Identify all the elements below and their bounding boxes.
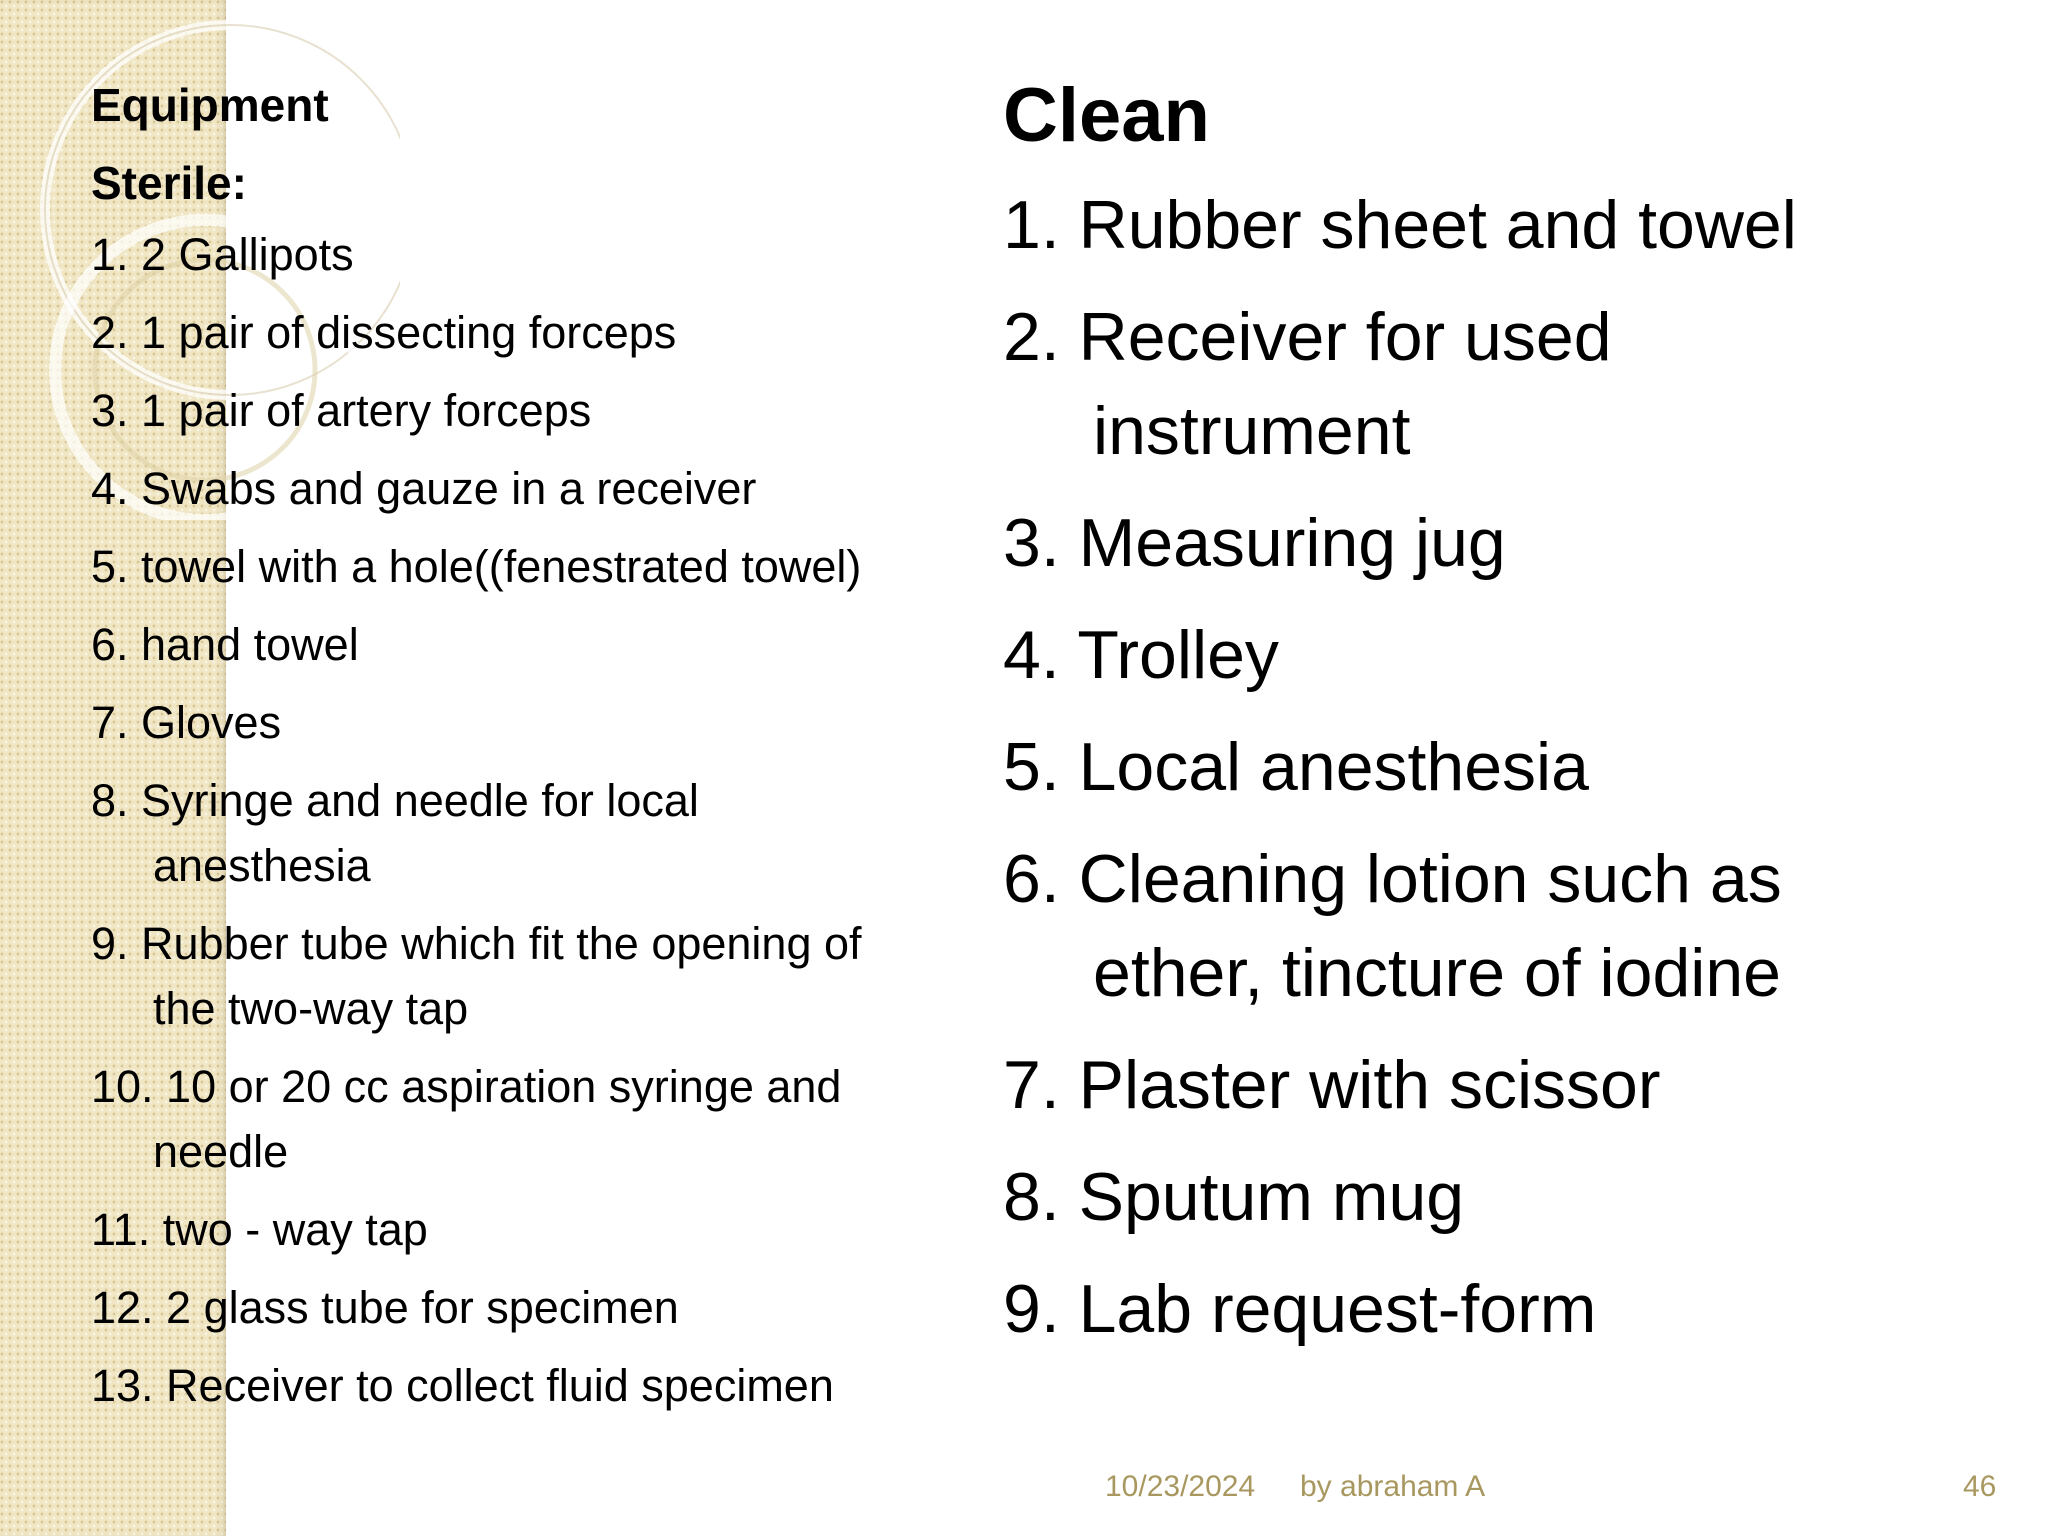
list-item-text: 2. 1 pair of dissecting forceps (91, 307, 677, 358)
equipment-heading: Equipment (91, 79, 329, 131)
sterile-heading: Sterile: (91, 157, 247, 209)
list-item (91, 1353, 991, 1418)
list-item-continuation: needle (153, 1126, 289, 1177)
list-item-text: 7. Gloves (91, 697, 282, 748)
list-item (91, 300, 991, 365)
list-item (91, 1275, 991, 1340)
list-item-text: 1. Rubber sheet and towel (1003, 187, 1797, 263)
clean-heading: Clean (1003, 73, 1210, 158)
list-item (91, 911, 991, 1041)
list-item-text: 13. Receiver to collect fluid specimen (91, 1360, 834, 1411)
list-item-text: 9. Lab request-form (1003, 1271, 1597, 1347)
list-item (91, 612, 991, 677)
list-item-text: 4. Swabs and gauze in a receiver (91, 463, 757, 514)
list-item-continuation: ether, tincture of iodine (1093, 935, 1782, 1011)
footer-date: 10/23/2024 (1105, 1470, 1256, 1503)
list-item-text: 7. Plaster with scissor (1003, 1047, 1661, 1123)
list-item-text: 2. Receiver for used (1003, 299, 1612, 375)
list-item-text: 3. Measuring jug (1003, 505, 1506, 581)
sterile-list (91, 222, 991, 1418)
list-item-text: 8. Sputum mug (1003, 1159, 1465, 1235)
clean-list (1003, 178, 2003, 1356)
list-item (91, 222, 991, 287)
list-item-text: 5. Local anesthesia (1003, 729, 1589, 805)
list-item (1003, 720, 2003, 814)
list-item (1003, 496, 2003, 590)
list-item-continuation: instrument (1093, 393, 1411, 469)
page-number: 46 (1963, 1470, 1997, 1503)
list-item-text: 1. 2 Gallipots (91, 229, 354, 280)
footer-author: by abraham A (1300, 1470, 1486, 1503)
list-item (91, 1197, 991, 1262)
list-item (1003, 1150, 2003, 1244)
list-item (1003, 178, 2003, 272)
list-item (91, 378, 991, 443)
list-item (1003, 290, 2003, 478)
list-item-text: 8. Syringe and needle for local (91, 775, 699, 826)
list-item-continuation: anesthesia (153, 840, 371, 891)
list-item (91, 456, 991, 521)
list-item (1003, 1262, 2003, 1356)
list-item (1003, 832, 2003, 1020)
list-item-text: 9. Rubber tube which fit the opening of (91, 918, 862, 969)
list-item-text: 3. 1 pair of artery forceps (91, 385, 592, 436)
list-item (91, 690, 991, 755)
sterile-equipment-column (91, 66, 991, 1431)
list-item-text: 10. 10 or 20 cc aspiration syringe and (91, 1061, 842, 1112)
clean-equipment-column (1003, 66, 2003, 1374)
list-item (1003, 608, 2003, 702)
list-item-text: 12. 2 glass tube for specimen (91, 1282, 679, 1333)
list-item-text: 4. Trolley (1003, 617, 1279, 693)
list-item (91, 534, 991, 599)
list-item (91, 1054, 991, 1184)
list-item (1003, 1038, 2003, 1132)
list-item-text: 6. Cleaning lotion such as (1003, 841, 1782, 917)
list-item-continuation: the two-way tap (153, 983, 469, 1034)
list-item (91, 768, 991, 898)
list-item-text: 6. hand towel (91, 619, 359, 670)
list-item-text: 11. two - way tap (91, 1204, 428, 1255)
list-item-text: 5. towel with a hole((fenestrated towel) (91, 541, 862, 592)
